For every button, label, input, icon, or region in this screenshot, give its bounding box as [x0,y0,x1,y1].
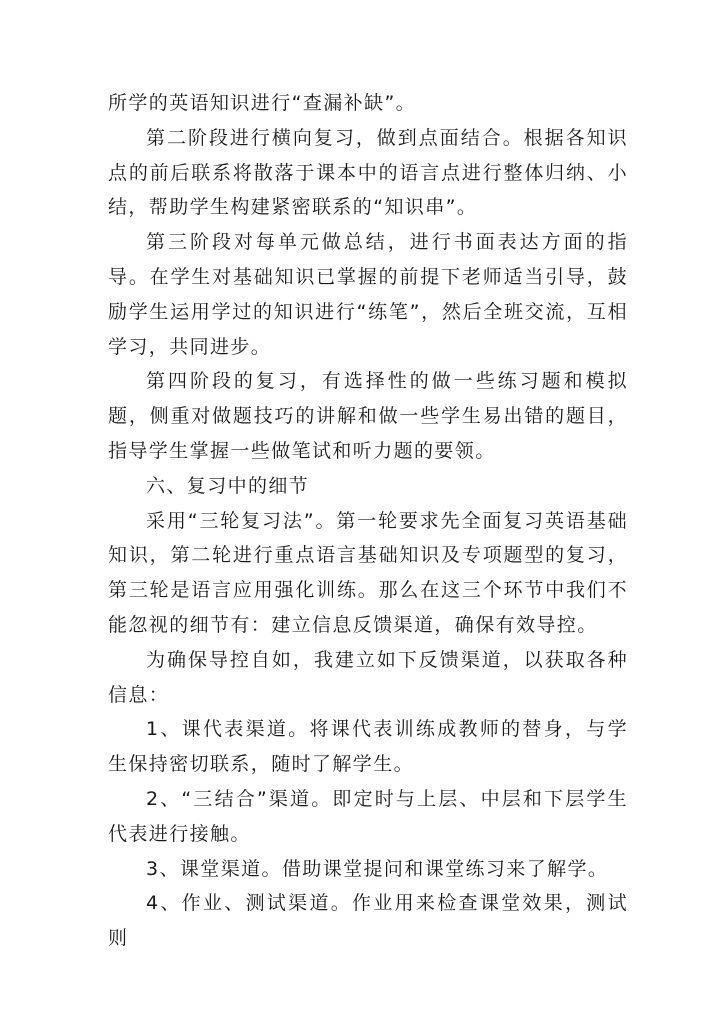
section-heading: 六、复习中的细节 [146,474,310,497]
list-item-1: 1、课代表渠道。将课代表训练成教师的替身，与学生保持密切联系，随时了解学生。 [108,718,628,776]
paragraph-feedback-intro: 为确保导控自如，我建立如下反馈渠道，以获取各种信息： [108,648,628,706]
paragraph-three-rounds: 采用“三轮复习法”。第一轮要求先全面复习英语基础知识，第二轮进行重点语言基础知识及专项题型的复习，第三轮是语言应用强化训练。那么在这三个环节中我们不能忽视的细节有：建立信息反馈渠道，确保有效导控。 [108,509,628,636]
paragraph-stage-three: 第三阶段对每单元做总结，进行书面表达方面的指导。在学生对基础知识已掌握的前提下老师适当引导，鼓励学生运用学过的知识进行“练笔”，然后全班交流，互相学习，共同进步。 [108,231,628,358]
paragraph-stage-four: 第四阶段的复习，有选择性的做一些练习题和模拟题，侧重对做题技巧的讲解和做一些学生易出错的题目，指导学生掌握一些做笔试和听力题的要领。 [108,370,628,462]
list-item-3: 3、课堂渠道。借助课堂提问和课堂练习来了解学。 [146,857,609,880]
list-item-4: 4、作业、测试渠道。作业用来检查课堂效果，测试则 [108,892,628,950]
paragraph-stage-two: 第二阶段进行横向复习，做到点面结合。根据各知识点的前后联系将散落于课本中的语言点进行整体归纳、小结，帮助学生构建紧密联系的“知识串”。 [108,126,628,219]
document-body [108,86,628,956]
paragraph-continuation: 所学的英语知识进行“查漏补缺”。 [108,92,417,114]
list-item-2: 2、“三结合”渠道。即定时与上层、中层和下层学生代表进行接触。 [108,787,628,845]
